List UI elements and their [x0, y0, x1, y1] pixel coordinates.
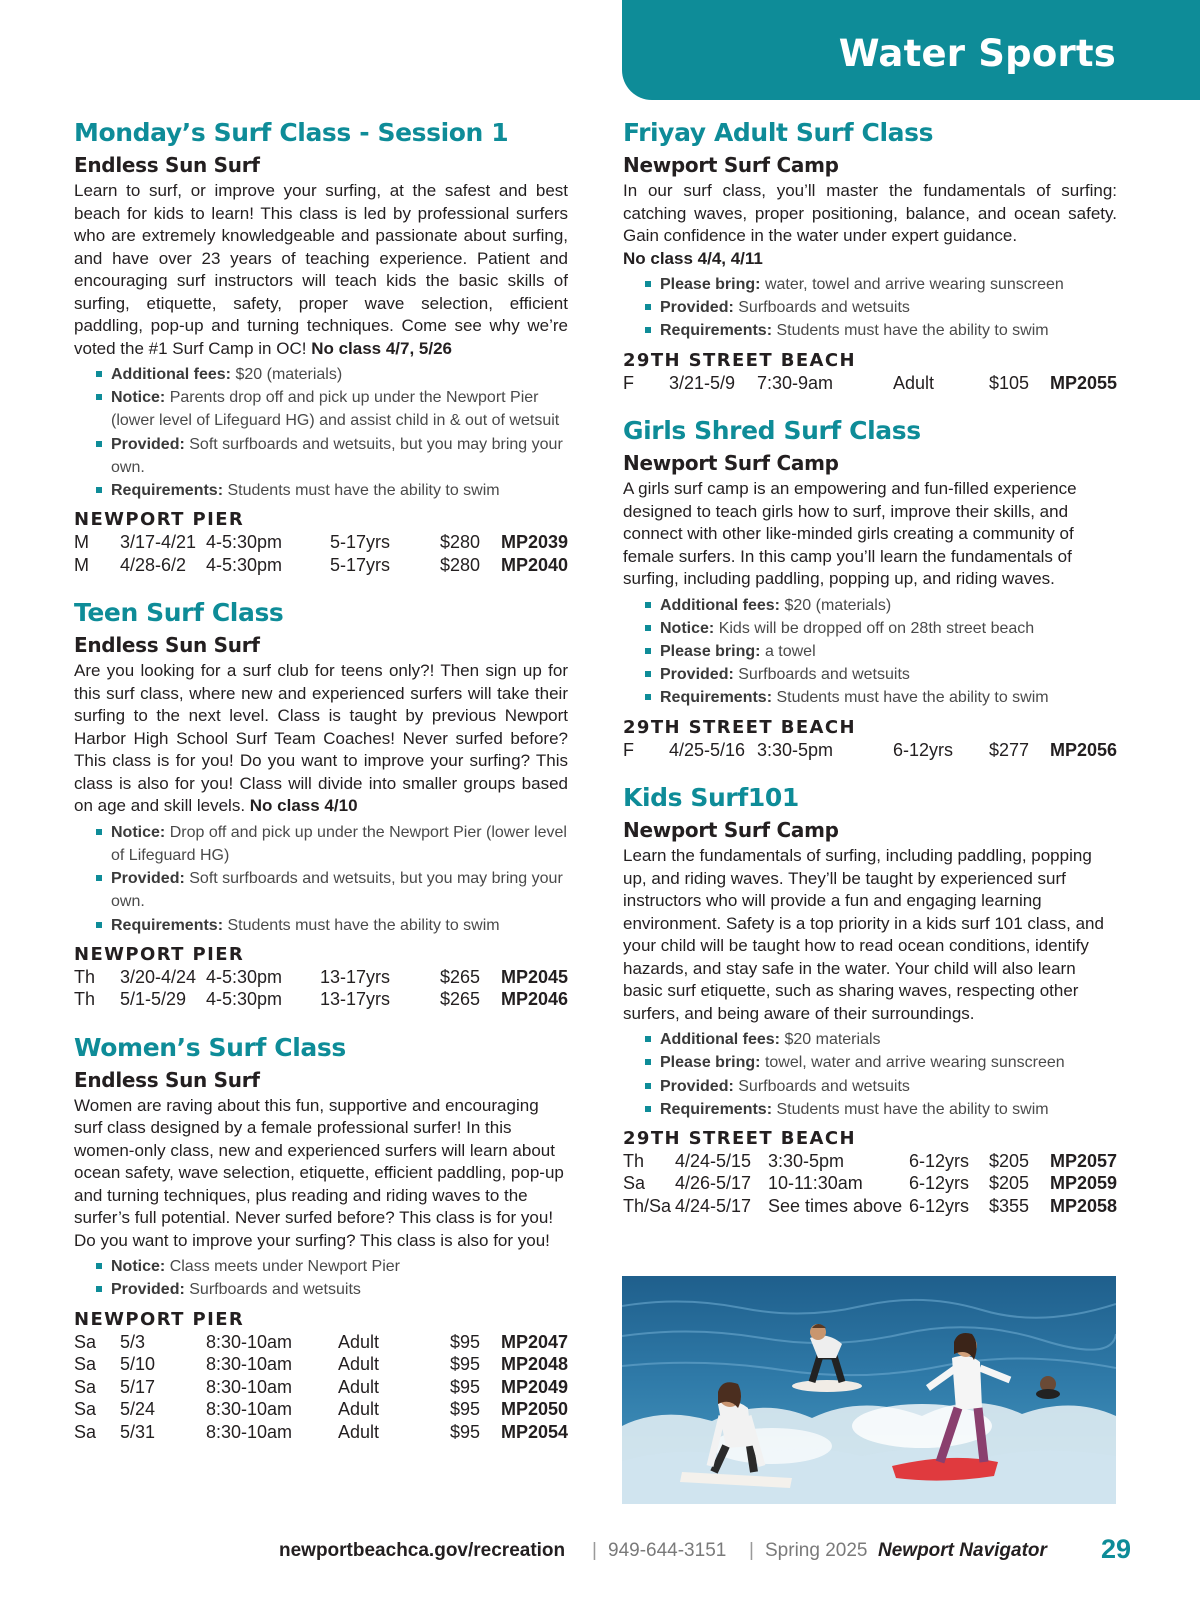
course-code: MP2048 — [500, 1354, 568, 1375]
time: 8:30-10am — [206, 1421, 293, 1442]
detail-item: Provided: Soft surfboards and wetsuits, but you may bring your own. — [74, 867, 568, 913]
time: 10-11:30am — [768, 1173, 863, 1194]
detail-item: Provided: Soft surfboards and wetsuits, but you may bring your own. — [74, 433, 568, 479]
detail-item: Additional fees: $20 (materials) — [623, 594, 1117, 617]
header-tab — [622, 0, 1200, 100]
section-provider: Endless Sun Surf — [74, 633, 260, 658]
schedule-table — [623, 372, 1117, 395]
section-description: Learn to surf, or improve your surfing, at the safest and best beach for kids to learn! This class is led by professional surfers who are extremely knowledgeable and passionate about surfing, and have over 23 years of teaching experience. Patient and encouraging surf instructors will teach kids the basic skills of surfing, etiquette, safety, proper wave selection, efficient paddling, pop-up and turning techniques. Come see why we’re voted the #1 Surf Camp in OC! No class 4/7, 5/26 — [74, 181, 568, 358]
detail-list — [623, 273, 1117, 343]
section-kids-surf101 — [623, 781, 1117, 1217]
footer-separator: | — [749, 1540, 754, 1561]
footer-phone: 949-644-3151 — [608, 1540, 727, 1561]
time: 8:30-10am — [206, 1399, 293, 1420]
section-description: A girls surf camp is an empowering and fun-filled experience designed to teach girls how to surf, improve their skills, and connect with other like-minded girls creating a community of female surfers. In this camp you’ll learn the fundamentals of surfing, including paddling, popping up, and riding waves. — [623, 479, 1077, 589]
schedule-row — [74, 1376, 568, 1399]
section-girls-shred-surf — [623, 414, 1117, 761]
section-friyay-adult-surf — [623, 116, 1117, 394]
price: $105 — [988, 372, 1029, 393]
price: $355 — [988, 1195, 1029, 1216]
page-title: Water Sports — [838, 32, 1116, 75]
dates: 4/28-6/2 — [120, 554, 187, 575]
age: 5-17yrs — [330, 532, 391, 553]
schedule-table — [74, 1331, 568, 1444]
day: Sa — [623, 1173, 646, 1194]
detail-item: Requirements: Students must have the ability to swim — [74, 479, 568, 502]
schedule-row — [623, 1195, 1117, 1218]
course-code: MP2054 — [500, 1421, 568, 1442]
schedule-row — [74, 531, 568, 554]
price: $277 — [988, 739, 1029, 760]
detail-list — [623, 594, 1117, 710]
course-code: MP2039 — [500, 532, 568, 553]
section-provider: Endless Sun Surf — [74, 153, 260, 177]
footer-season: Spring 2025 — [765, 1540, 868, 1561]
section-provider: Newport Surf Camp — [623, 818, 839, 843]
course-code: MP2047 — [500, 1331, 568, 1352]
age: 6-12yrs — [909, 1150, 970, 1171]
schedule-table — [74, 531, 568, 576]
price: $95 — [449, 1421, 480, 1442]
time: 8:30-10am — [206, 1376, 293, 1397]
detail-item: Provided: Surfboards and wetsuits — [623, 1075, 1117, 1098]
dates: 3/21-5/9 — [669, 372, 736, 393]
time: 7:30-9am — [757, 372, 834, 393]
price: $205 — [988, 1150, 1029, 1171]
price: $95 — [449, 1399, 480, 1420]
schedule-row — [74, 988, 568, 1011]
detail-item: Additional fees: $20 materials — [623, 1028, 1117, 1051]
age: Adult — [893, 372, 935, 393]
schedule-table — [623, 739, 1117, 762]
age: 13-17yrs — [320, 989, 391, 1010]
dates: 5/31 — [120, 1421, 156, 1442]
schedule-row — [623, 1150, 1117, 1173]
dates: 5/3 — [120, 1331, 146, 1352]
dates: 5/17 — [120, 1376, 156, 1397]
course-code: MP2050 — [500, 1399, 568, 1420]
schedule-row — [623, 372, 1117, 395]
day: Th/Sa — [623, 1195, 672, 1216]
time: 8:30-10am — [206, 1331, 293, 1352]
footer-url[interactable]: newportbeachca.gov/recreation — [279, 1540, 566, 1561]
dates: 3/17-4/21 — [120, 532, 197, 553]
time: 3:30-5pm — [768, 1150, 845, 1171]
section-note: No class 4/10 — [249, 796, 358, 816]
section-womens-surf — [74, 1031, 568, 1443]
page-number: 29 — [1100, 1534, 1131, 1564]
day: Sa — [74, 1421, 97, 1442]
section-monday-surf — [74, 116, 568, 576]
age: Adult — [338, 1354, 380, 1375]
course-code: MP2059 — [1049, 1173, 1117, 1194]
location-heading: 29TH STREET BEACH — [623, 1127, 856, 1149]
course-code: MP2057 — [1049, 1150, 1117, 1171]
age: 6-12yrs — [893, 739, 954, 760]
course-code: MP2058 — [1049, 1195, 1117, 1216]
age: 6-12yrs — [909, 1195, 970, 1216]
course-code: MP2040 — [500, 554, 568, 575]
price: $265 — [439, 966, 480, 987]
day: F — [623, 372, 634, 393]
section-provider: Newport Surf Camp — [623, 451, 839, 476]
page-footer — [279, 1536, 1131, 1566]
time: See times above — [768, 1195, 903, 1216]
day: M — [74, 554, 89, 575]
age: 6-12yrs — [909, 1173, 970, 1194]
dates: 3/20-4/24 — [120, 966, 197, 987]
schedule-table — [74, 966, 568, 1011]
detail-item: Requirements: Students must have the ability to swim — [623, 686, 1117, 709]
dates: 4/24-5/17 — [675, 1195, 752, 1216]
day: Sa — [74, 1376, 97, 1397]
section-description: Are you looking for a surf club for teens only?! Then sign up for this surf class, where new and experienced surfers will take their surfing to the next level. Class is taught by previous Newport Harbor High School Surf Team Coaches! Never surfed before? This class is for you! Do you want to improve your surfing? This class is also for you! Class will divide into smaller groups based on age and skill levels. No class 4/10 — [74, 661, 568, 816]
detail-item: Requirements: Students must have the ability to swim — [74, 914, 568, 937]
day: Th — [74, 966, 96, 987]
time: 4-5:30pm — [206, 532, 283, 553]
schedule-row — [74, 554, 568, 577]
time: 4-5:30pm — [206, 554, 283, 575]
section-provider: Endless Sun Surf — [74, 1067, 260, 1092]
age: Adult — [338, 1399, 380, 1420]
price: $280 — [439, 554, 480, 575]
location-heading: 29TH STREET BEACH — [623, 716, 856, 738]
price: $265 — [439, 989, 480, 1010]
course-code: MP2045 — [500, 966, 568, 987]
section-description: Women are raving about this fun, supportive and encouraging surf class designed by a female professional surfer! In this women-only class, new and experienced surfers will learn about ocean safety, wave selection, etiquette, efficient paddling, pop-up and turning techniques, plus reading and riding waves to the surfer’s full potential. Never surfed before? This class is for you! Do you want to improve your surfing? This class is also for you! — [74, 1095, 564, 1250]
section-note: No class 4/4, 4/11 — [623, 248, 763, 268]
age: 5-17yrs — [330, 554, 391, 575]
section-provider: Newport Surf Camp — [623, 153, 839, 177]
footer-publication: Newport Navigator — [878, 1540, 1047, 1561]
detail-list — [74, 1255, 568, 1301]
course-code: MP2049 — [500, 1376, 568, 1397]
schedule-table — [623, 1150, 1117, 1218]
detail-list — [623, 1028, 1117, 1121]
course-code: MP2055 — [1049, 372, 1117, 393]
section-title: Girls Shred Surf Class — [623, 416, 921, 446]
detail-item: Requirements: Students must have the ability to swim — [623, 319, 1117, 342]
location-heading: NEWPORT PIER — [74, 943, 245, 965]
left-column — [74, 116, 568, 1463]
dates: 5/24 — [120, 1399, 156, 1420]
detail-item: Provided: Surfboards and wetsuits — [74, 1278, 568, 1301]
age: Adult — [338, 1376, 380, 1397]
course-code: MP2056 — [1049, 739, 1117, 760]
detail-list — [74, 363, 568, 502]
schedule-row — [74, 1353, 568, 1376]
detail-item: Additional fees: $20 (materials) — [74, 363, 568, 386]
detail-item: Provided: Surfboards and wetsuits — [623, 296, 1117, 319]
section-title: Friyay Adult Surf Class — [623, 118, 934, 147]
section-description: Learn the fundamentals of surfing, including paddling, popping up, and riding waves. They’ll be taught by experienced surf instructors who will provide a fun and engaging learning environment. Safety is a top priority in a kids surf 101 class, and your child will be taught how to read ocean conditions, identify hazards, and stay safe in the water. Your child will also learn basic surf etiquette, such as sharing waves, respecting other surfers, and being aware of their surroundings. — [623, 846, 1104, 1023]
detail-list — [74, 821, 568, 937]
detail-item: Requirements: Students must have the ability to swim — [623, 1098, 1117, 1121]
footer-separator: | — [592, 1540, 597, 1561]
age: Adult — [338, 1331, 380, 1352]
time: 8:30-10am — [206, 1354, 293, 1375]
day: Sa — [74, 1354, 97, 1375]
day: Th — [74, 989, 96, 1010]
location-heading: NEWPORT PIER — [74, 509, 245, 531]
detail-item: Please bring: a towel — [623, 640, 1117, 663]
location-heading: NEWPORT PIER — [74, 1308, 245, 1330]
dates: 5/10 — [120, 1354, 156, 1375]
schedule-row — [74, 1398, 568, 1421]
right-column — [623, 116, 1117, 1237]
location-heading: 29TH STREET BEACH — [623, 349, 856, 371]
price: $280 — [439, 532, 480, 553]
detail-item: Notice: Class meets under Newport Pier — [74, 1255, 568, 1278]
price: $95 — [449, 1376, 480, 1397]
time: 4-5:30pm — [206, 989, 283, 1010]
section-title: Monday’s Surf Class - Session 1 — [74, 118, 509, 147]
schedule-row — [623, 1172, 1117, 1195]
section-title: Women’s Surf Class — [74, 1032, 346, 1062]
day: F — [623, 739, 634, 760]
age: Adult — [338, 1421, 380, 1442]
time: 3:30-5pm — [757, 739, 834, 760]
dates: 4/24-5/15 — [675, 1150, 752, 1171]
time: 4-5:30pm — [206, 966, 283, 987]
detail-item: Notice: Kids will be dropped off on 28th street beach — [623, 617, 1117, 640]
price: $95 — [449, 1354, 480, 1375]
price: $95 — [449, 1331, 480, 1352]
schedule-row — [74, 1331, 568, 1354]
detail-item: Provided: Surfboards and wetsuits — [623, 663, 1117, 686]
day: Sa — [74, 1331, 97, 1352]
dates: 5/1-5/29 — [120, 989, 187, 1010]
course-code: MP2046 — [500, 989, 568, 1010]
dates: 4/26-5/17 — [675, 1173, 752, 1194]
section-teen-surf — [74, 596, 568, 1011]
day: M — [74, 532, 89, 553]
detail-item: Notice: Parents drop off and pick up under the Newport Pier (lower level of Lifeguard HG) and assist child in & out of wetsuit — [74, 386, 568, 432]
section-title: Teen Surf Class — [74, 598, 284, 628]
detail-item: Please bring: towel, water and arrive wearing sunscreen — [623, 1051, 1117, 1074]
detail-item: Please bring: water, towel and arrive wearing sunscreen — [623, 273, 1117, 296]
detail-item: Notice: Drop off and pick up under the Newport Pier (lower level of Lifeguard HG) — [74, 821, 568, 867]
section-title: Kids Surf101 — [623, 783, 799, 813]
schedule-row — [74, 1421, 568, 1444]
schedule-row — [623, 739, 1117, 762]
price: $205 — [988, 1173, 1029, 1194]
surfing-kids-photo — [622, 1276, 1116, 1504]
schedule-row — [74, 966, 568, 989]
day: Th — [623, 1150, 645, 1171]
age: 13-17yrs — [320, 966, 391, 987]
day: Sa — [74, 1399, 97, 1420]
dates: 4/25-5/16 — [669, 739, 746, 760]
section-description: In our surf class, you’ll master the fundamentals of surfing: catching waves, proper positioning, balance, and ocean safety. Gain confidence in the water under expert guidance. No class 4/4, 4/11 — [623, 181, 1117, 268]
section-note: No class 4/7, 5/26 — [311, 338, 453, 358]
